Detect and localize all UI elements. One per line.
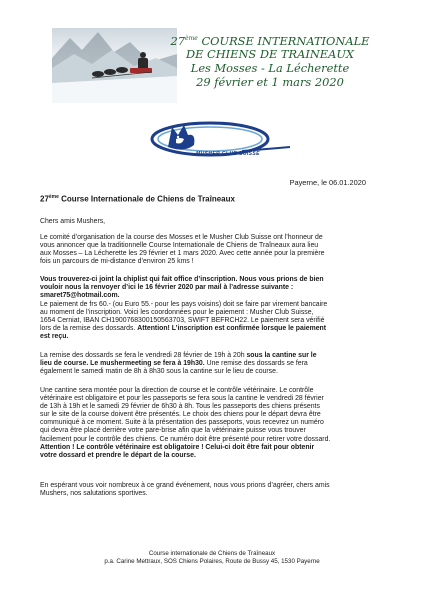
paragraph-bibs: La remise des dossards se fera le vendredi 28 février de 19h à 20h sous la cantine sur le lieu de course. Le mushermeeting se fera à 19h30. Une remise des dossards se fera également le samedi matin de 8h à 8h30 sous la cantine sur le lieu de course.	[40, 352, 317, 376]
paragraph-closing: En espérant vous voir nombreux à ce grand événement, nous vous prions d’agréer, chers amis Mushers, nos salutations sportives.	[40, 482, 330, 498]
letter-heading: 27ème Course Internationale de Chiens de Traîneaux	[40, 194, 235, 204]
paragraph-payment: Le paiement de frs 60.- (ou Euro 55.- pour les pays voisins) doit se faire par virement bancaire au moment de l’inscription. Voici les coordonnées pour le paiement : Musher Club Suisse, 1654 Cerniat, IBAN CH1900768300150563703, SWIFT BEFRCH22. Le paiement sera vérifié lors de la remise des dossards. Attention! L’inscription est confirmée lorsque le paiement est reçu.	[40, 301, 328, 341]
banner-photo	[52, 28, 177, 103]
footer-address: Course internationale de Chiens de Traîneaux p.a. Carine Mettraux, SOS Chiens Polaires, Route de Bussy 45, 1530 Payerne	[104, 550, 320, 565]
paragraph-chiplist: Vous trouverez-ci joint la chiplist qui fait office d’inscription. Nous vous prions de bien vouloir nous la renvoyer d’ici le 16 février 2020 par mail à l’adresse suivante : smaret75@hotmail.com.	[40, 276, 324, 300]
logo-text: MUSHER CLUB SUISSE	[196, 151, 260, 157]
banner-title: 27ème COURSE INTERNATIONALE DE CHIENS DE TRAINEAUX Les Mosses - La Lécherette 29 février et 1 mars 2020	[170, 33, 370, 89]
greeting: Chers amis Mushers,	[40, 218, 106, 225]
letter-date: Payerne, le 06.01.2020	[289, 178, 366, 187]
paragraph-intro: Le comité d’organisation de la course des Mosses et le Musher Club Suisse ont l’honneur de vous annoncer que la traditionnelle Course Internationale de Chiens de Traîneaux aura lieu aux Mosses – La Lécherette les 29 février et 1 mars 2020. Avec cette année pour la première fois un parcours de mi-distance d’environ 25 kms !	[40, 234, 325, 266]
musher-club-logo	[150, 113, 300, 161]
sled-dog-photo-image	[52, 28, 177, 103]
header-banner	[52, 28, 372, 106]
paragraph-vet-control: Une cantine sera montée pour la direction de course et le contrôle vétérinaire. Le contrôle vétérinaire est obligatoire et pour les passeports se fera sous la cantine le vendredi 28 février de 13h à 19h et le samedi 29 février de 6h30 à 8h. Tous les passeports des chiens présents sur le site de la course doivent être présentés. Le choix des chiens pour le départ devra être communiqué à ce moment. Suite à la présentation des passeports, vous recevrez un numéro qui devra être placé derrière votre pare-brise afin que la vétérinaire puisse vous trouver facilement pour le contrôle des chiens. Ce numéro doit être présenté pour retirer votre dossard. Attention ! Le contrôle vétérinaire est obligatoire ! Celui-ci doit être fait pour obtenir votre dossard et prendre le départ de la course.	[40, 387, 331, 459]
